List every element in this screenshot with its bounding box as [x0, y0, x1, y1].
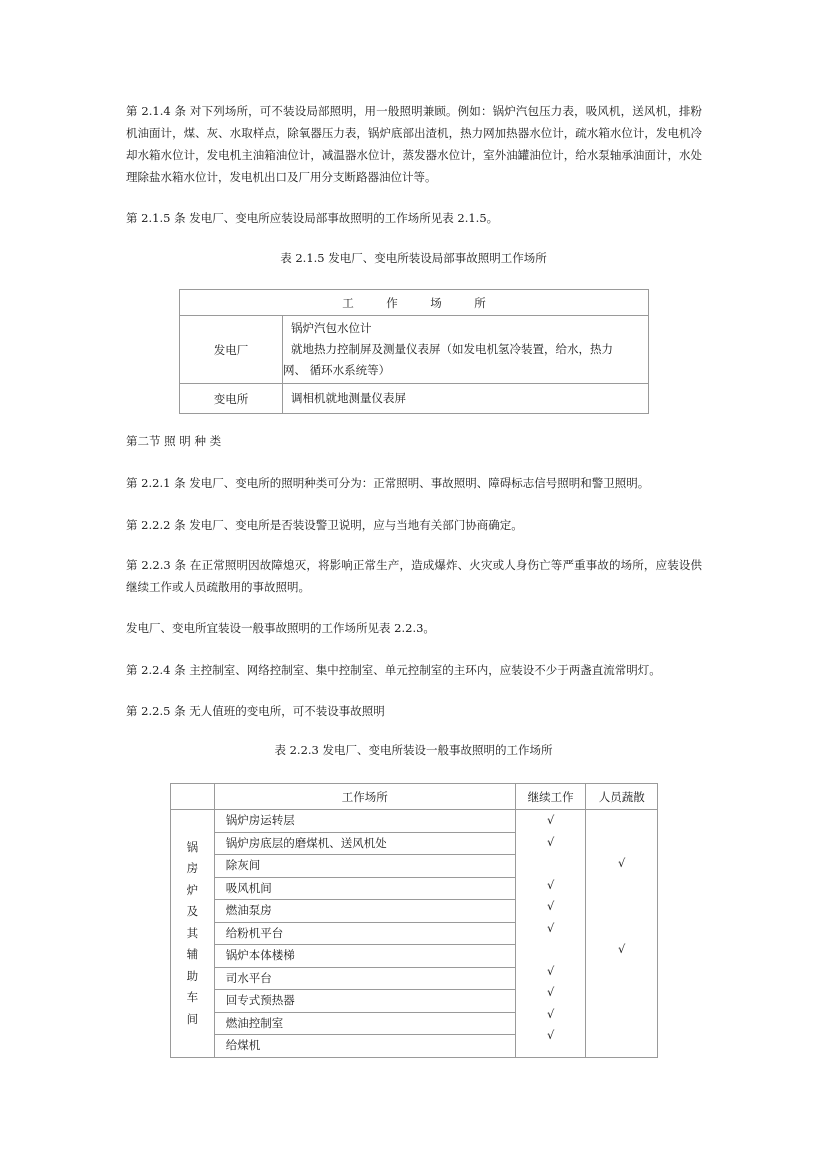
place-cell: 锅炉房底层的磨煤机、送风机处 [214, 832, 515, 855]
group-char: 车 [186, 990, 199, 1004]
check-mark: √ [546, 985, 555, 999]
content-line: 就地热力控制屏及测量仪表屏（如发电机氢冷装置，给水，热力 [291, 342, 613, 356]
place-cell: 吸风机间 [214, 877, 515, 900]
check-mark [586, 1025, 657, 1047]
place-cell: 锅炉房运转层 [214, 810, 515, 833]
check-mark: √ [546, 963, 555, 978]
header-cell: 工作场所 [214, 784, 515, 810]
content-line: 锅炉汽包水位计 [291, 321, 372, 335]
place-cell: 除灰间 [214, 855, 515, 878]
place-cell: 给煤机 [214, 1035, 515, 1058]
content-line: 网、 循环水系统等） [283, 363, 391, 377]
check-mark [586, 832, 657, 854]
work-column [515, 810, 586, 1058]
table-row [171, 810, 658, 833]
header-cell: 继续工作 [515, 784, 586, 810]
check-mark: √ [546, 813, 555, 827]
check-mark: √ [546, 1028, 555, 1042]
table-2-2-3 [170, 783, 658, 1058]
row-label: 发电厂 [180, 316, 283, 384]
group-char: 助 [186, 968, 199, 983]
header-cell [171, 784, 215, 810]
group-char: 辅 [186, 947, 199, 961]
check-mark [586, 875, 657, 897]
evac-column [586, 810, 658, 1058]
group-char: 其 [186, 925, 199, 940]
table-header-row [171, 784, 658, 810]
header-cell: 人员蔬散 [586, 784, 658, 810]
check-mark [516, 939, 586, 961]
check-mark [586, 1004, 657, 1026]
place-cell: 司水平台 [214, 967, 515, 990]
paragraph-2-2-3-note: 发电厂、变电所宜装设一般事故照明的工作场所见表 2.2.3。 [126, 621, 435, 635]
group-char: 炉 [186, 882, 199, 897]
check-mark: √ [618, 942, 626, 956]
work-marks [516, 810, 586, 1047]
paragraph-2-2-4: 第 2.2.4 条 主控制室、网络控制室、集中控制室、单元控制室的主环内，应装设不少于两盏直流常明灯。 [126, 663, 661, 677]
row-label: 变电所 [180, 384, 283, 414]
table-2-1-5-caption: 表 2.1.5 发电厂、变电所装设局部事故照明工作场所 [280, 251, 547, 265]
header-char: 所 [474, 295, 486, 310]
paragraph-2-2-2: 第 2.2.2 条 发电厂、变电所是否装设警卫说明，应与当地有关部门协商确定。 [126, 518, 523, 532]
row-content: 调相机就地测量仪表屏 [283, 384, 649, 414]
check-mark: √ [546, 899, 555, 913]
paragraph-2-2-3: 第 2.2.3 条 在正常照明因故障熄灭，将影响正常生产，造成爆炸、火灾或人身伤亡等严重事故的场所，应装设供继续工作或人员疏散用的事故照明。 [126, 558, 702, 594]
check-mark [586, 810, 657, 832]
check-mark: √ [546, 877, 555, 892]
paragraph-2-1-5: 第 2.1.5 条 发电厂、变电所应装设局部事故照明的工作场所见表 2.1.5。 [126, 211, 499, 225]
check-mark [516, 853, 586, 875]
section-heading: 第二节 照 明 种 类 [126, 434, 222, 448]
check-mark: √ [546, 1006, 555, 1021]
paragraph-2-2-5: 第 2.2.5 条 无人值班的变电所，可不装设事故照明 [126, 704, 385, 718]
check-mark [586, 982, 657, 1004]
table-row [180, 316, 649, 384]
paragraph-2-1-4: 第 2.1.4 条 对下列场所，可不装设局部照明，用一般照明兼顾。例如：锅炉汽包压力表，吸风机，送风机，排粉机油面计，煤、灰、水取样点，除氧器压力表，锅炉底部出渣机，热力网加热器水位计，疏水箱水位计，发电机冷却水箱水位计，发电机主油箱油位计，减温器水位计，蒸发器水位计，室外油罐油位计，给水泵轴承油面计，水处理除盐水箱水位计，发电机出口及厂用分支断路器油位计等。 [126, 104, 702, 184]
place-cell: 回专式预热器 [214, 990, 515, 1013]
paragraph-2-2-1: 第 2.2.1 条 发电厂、变电所的照明种类可分为：正常照明、事故照明、障碍标志信号照明和警卫照明。 [126, 476, 650, 490]
table-row [180, 384, 649, 414]
check-mark: √ [618, 856, 626, 870]
check-mark [586, 896, 657, 918]
table-2-1-5 [179, 289, 649, 414]
place-cell: 燃油泵房 [214, 900, 515, 923]
header-char: 场 [430, 295, 442, 310]
place-cell: 燃油控制室 [214, 1012, 515, 1035]
group-char: 及 [186, 904, 199, 918]
table-header [180, 290, 649, 316]
group-char: 房 [186, 861, 199, 875]
group-char: 锅 [186, 839, 199, 854]
header-char: 作 [386, 295, 398, 310]
place-cell: 锅炉本体楼梯 [214, 945, 515, 968]
row-content [283, 316, 649, 384]
table-2-2-3-caption: 表 2.2.3 发电厂、变电所装设一般事故照明的工作场所 [274, 743, 553, 757]
check-mark [586, 961, 657, 983]
check-mark [586, 918, 657, 940]
check-mark: √ [546, 834, 555, 849]
check-mark: √ [546, 920, 555, 935]
group-label [171, 810, 215, 1058]
place-cell: 给粉机平台 [214, 922, 515, 945]
group-char: 间 [186, 1011, 199, 1026]
header-char: 工 [342, 295, 354, 310]
evac-marks [586, 810, 657, 1047]
